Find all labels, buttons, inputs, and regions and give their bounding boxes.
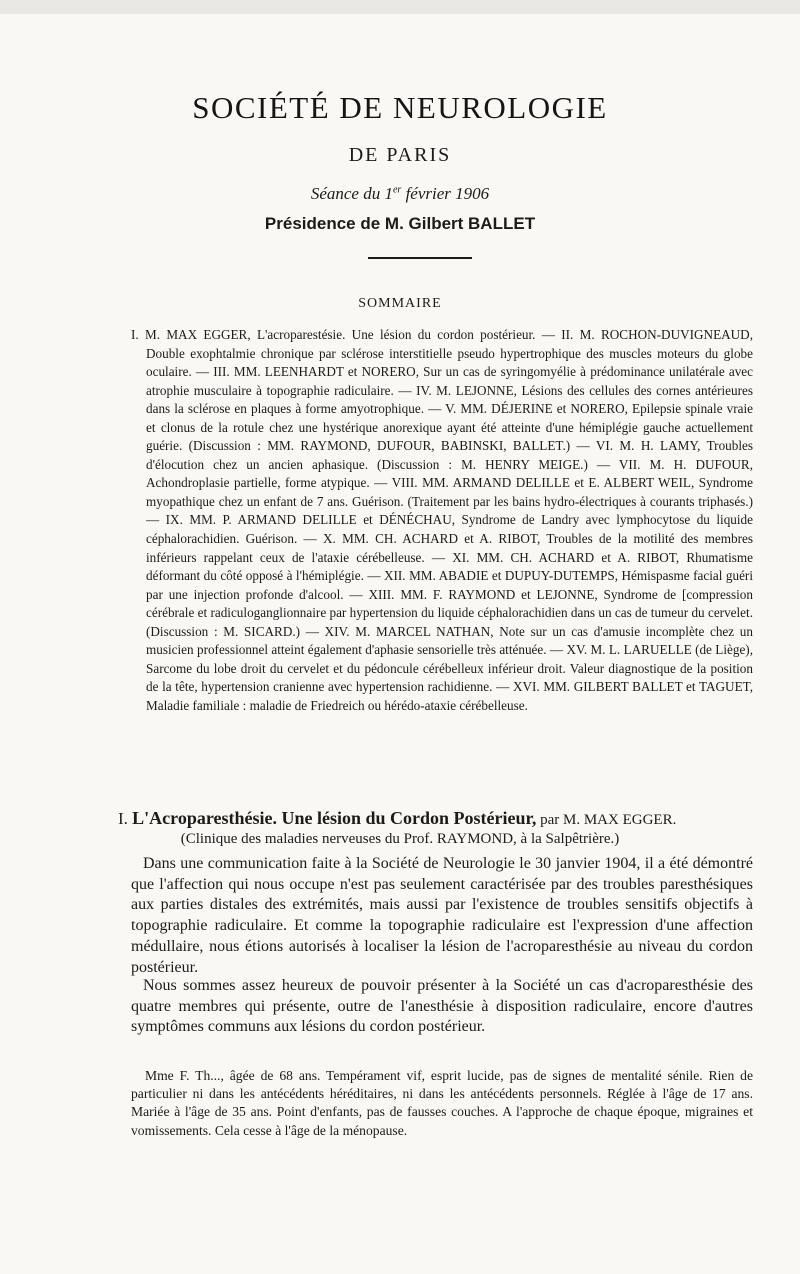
case-description: Mme F. Th..., âgée de 68 ans. Tempérament vif, esprit lucide, pas de signes de mentalité sénile. Rien de particulier ni dans les antécédents héréditaires, ni dans les antécédents personnels. Réglée à l'âge de 17 ans. Mariée à l'âge de 35 ans. Point d'enfants, pas de fausses couches. A l'approche de chaque époque, migraines et vomissements. Cela cesse à l'âge de la ménopause. [131, 1068, 753, 1138]
presidency-line: Présidence de M. Gilbert BALLET [264, 214, 536, 233]
society-title: SOCIÉTÉ DE NEUROLOGIE [192, 90, 608, 125]
article-affiliation: (Clinique des maladies nerveuses du Prof. RAYMOND, à la Salpêtrière.) [180, 831, 620, 847]
article-title: L'Acroparesthésie. Une lésion du Cordon Postérieur, [132, 808, 537, 828]
article-number: I. [118, 809, 133, 828]
article-heading [118, 807, 758, 831]
article-author: par M. MAX EGGER. [536, 812, 677, 828]
session-date-prefix: Séance du 1 [310, 184, 393, 203]
article-paragraph-1: Dans une communication faite à la Société de Neurologie le 30 janvier 1904, il a été démontré que l'affection qui nous occupe n'est pas seulement caractérisée par des troubles paresthésiques aux parties distales des extrémités, mais aussi par l'existence de troubles sensitifs objectifs à topographie radiculaire. Et comme la topographie radiculaire est l'expression d'une affection médullaire, nous étions autorisés à localiser la lésion de l'acroparesthésie au niveau du cordon postérieur. [131, 855, 753, 976]
session-date-sup: er [392, 184, 402, 196]
session-date [0, 184, 800, 204]
summary-title: SOMMAIRE [358, 296, 442, 311]
article-paragraph-2: Nous sommes assez heureux de pouvoir présenter à la Société un cas d'acroparesthésie des quatre membres qui présente, outre de l'anesthésie à disposition radiculaire, encore d'autres symptômes communs aux lésions du cordon postérieur. [131, 977, 753, 1036]
society-subtitle: DE PARIS [348, 144, 452, 166]
summary-text: I. M. MAX EGGER, L'acroparestésie. Une lésion du cordon postérieur. — II. M. ROCHON-DUVIGNEAUD, Double exophtalmie chronique par sclérose interstitielle pseudo hypertrophique des muscles moteurs du globe oculaire. — III. MM. LEENHARDT et NORERO, Sur un cas de syringomyélie à prédominance unilatérale avec atrophie musculaire à topographie radiculaire. — IV. M. LEJONNE, Lésions des cellules des cornes antérieures dans la sclérose en plaques à forme amyotrophique. — V. MM. DÉJERINE et NORERO, Epilepsie spinale vraie et clonus de la rotule chez une hystérique anorexique ayant été atteinte d'une hémiplégie gauche actuellement guérie. (Discussion : MM. RAYMOND, DUFOUR, BABINSKI, BALLET.) — VI. M. H. LAMY, Troubles d'élocution chez un ancien aphasique. (Discussion : M. HENRY MEIGE.) — VII. M. H. DUFOUR, Achondroplasie partielle, forme atypique. — VIII. MM. ARMAND DELILLE et E. ALBERT WEIL, Syndrome myopathique chez un enfant de 7 ans. Guérison. (Traitement par les bains hydro-électriques à courants triphasés.) — IX. MM. P. ARMAND DELILLE et DÉNÉCHAU, Syndrome de Landry avec lymphocytose du liquide céphalorachidien. Guérison. — X. MM. CH. ACHARD et A. RIBOT, Troubles de la motilité des membres inférieurs rappelant ceux de l'ataxie cérébelleuse. — XI. MM. CH. ACHARD et A. RIBOT, Rhumatisme déformant du côté opposé à l'hémiplégie. — XII. MM. ABADIE et DUPUY-DUTEMPS, Hémispasme facial guéri par une injection profonde d'alcool. — XIII. MM. F. RAYMOND et LEJONNE, Syndrome de [compression cérébrale et radiculoganglionnaire par hypertension du liquide céphalorachidien dans un cas de tumeur du cervelet. (Discussion : M. SICARD.) — XIV. M. MARCEL NATHAN, Note sur un cas d'amusie incomplète chez un musicien professionnel atteint également d'aphasie sensorielle très atténuée. — XV. M. L. LARUELLE (de Liège), Sarcome du lobe droit du cervelet et du pédoncule cérébelleux inférieur droit. Valeur diagnostique de la position de la tête, hypertension cranienne avec hypertension rachidienne. — XVI. MM. GILBERT BALLET et TAGUET, Maladie familiale : maladie de Friedreich ou hérédo-ataxie cérébelleuse. [131, 327, 753, 713]
session-date-suffix: février 1906 [401, 184, 490, 203]
section-divider [368, 257, 472, 259]
